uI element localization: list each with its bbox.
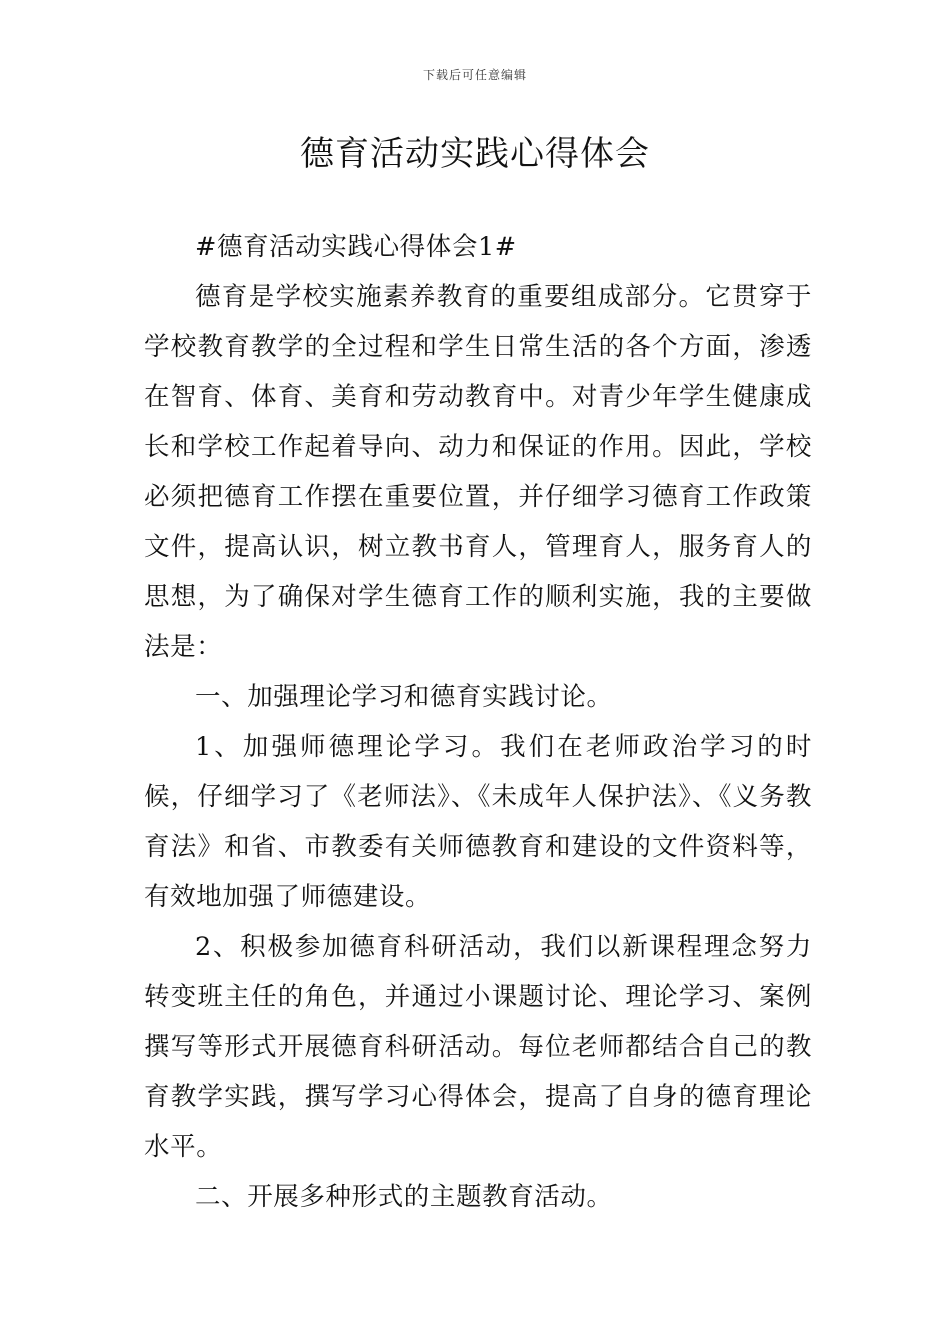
paragraph: 1、加强师德理论学习。我们在老师政治学习的时候，仔细学习了《老师法》、《未成年人保护法》、《义务教育法》和省、市教委有关师德教育和建设的文件资料等，有效地加强了师德建设。 xyxy=(144,732,812,912)
section-heading: #德育活动实践心得体会1# xyxy=(195,232,517,262)
paragraph: 德育是学校实施素养教育的重要组成部分。它贯穿于学校教育教学的全过程和学生日常生活的各个方面，渗透在智育、体育、美育和劳动教育中。对青少年学生健康成长和学校工作起着导向、动力和保证的作用。因此，学校必须把德育工作摆在重要位置，并仔细学习德育工作政策文件，提高认识，树立教书育人，管理育人，服务育人的思想，为了确保对学生德育工作的顺利实施，我的主要做法是： xyxy=(144,282,812,662)
paragraph: 2、积极参加德育科研活动，我们以新课程理念努力转变班主任的角色，并通过小课题讨论、理论学习、案例撰写等形式开展德育科研活动。每位老师都结合自己的教育教学实践，撰写学习心得体会，提高了自身的德育理论水平。 xyxy=(144,932,812,1162)
document-body xyxy=(144,222,812,1222)
document-title: 德育活动实践心得体会 xyxy=(300,134,650,174)
paragraph: 一、加强理论学习和德育实践讨论。 xyxy=(195,682,613,712)
header-note: 下载后可任意编辑 xyxy=(422,68,527,82)
paragraph: 二、开展多种形式的主题教育活动。 xyxy=(195,1182,613,1212)
